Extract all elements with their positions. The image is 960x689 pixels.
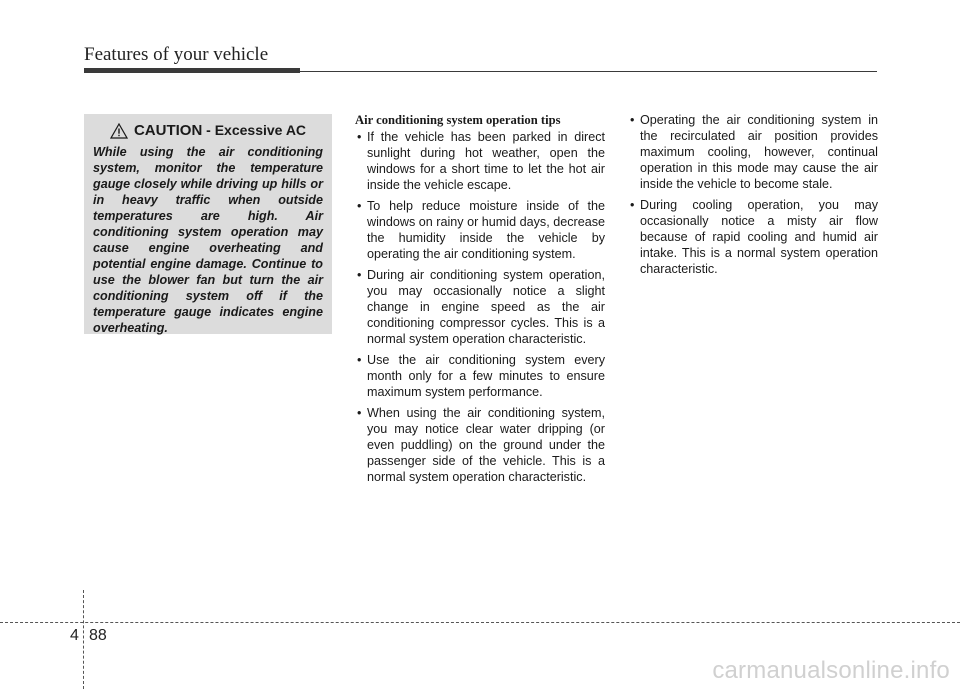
header-rule-thin (84, 71, 877, 72)
tip-item: • If the vehicle has been parked in direct sunlight during hot weather, open the windows for a short time to let the hot air inside the vehicle escape. (355, 129, 605, 193)
tip-item: • During air conditioning system operation, you may occasionally notice a slight change in engine speed as the air conditioning compressor cycles. This is a normal system operation characteristic. (355, 267, 605, 347)
tip-item: • During cooling operation, you may occasionally notice a misty air flow because of rapid cooling and humid air intake. This is a normal system operation characteristic. (628, 197, 878, 277)
footer-rule (0, 622, 960, 623)
tips-heading: Air conditioning system operation tips (355, 113, 561, 127)
watermark: carmanualsonline.info (712, 657, 950, 684)
tip-item: • Operating the air conditioning system in the recirculated air position provides maximum cooling, however, continual operation in this mode may cause the air inside the vehicle to become stale. (628, 112, 878, 192)
tip-item: • Use the air conditioning system every month only for a few minutes to ensure maximum system performance. (355, 352, 605, 400)
tip-item: • To help reduce moisture inside of the windows on rainy or humid days, decrease the humidity inside the vehicle by operating the air conditioning system. (355, 198, 605, 262)
caution-topic: - Excessive AC (202, 122, 307, 138)
caution-box (84, 114, 332, 334)
chapter-number: 4 (70, 627, 79, 644)
tip-item: • When using the air conditioning system, you may notice clear water dripping (or even puddling) on the ground under the passenger side of the vehicle. This is a normal system operation characteristic. (355, 405, 605, 485)
footer-divider (83, 590, 84, 689)
caution-word: CAUTION (133, 122, 203, 139)
tips-column-middle (355, 112, 605, 490)
tips-column-right (628, 112, 878, 282)
tips-list-right (628, 112, 878, 277)
caution-text: While using the air conditioning system, monitor the temperature gauge closely while driving up hills or in heavy traffic when outside temperatures are high. Air conditioning system operation may cause engine overheating and potential engine damage. Continue to use the blower fan but turn the air conditioning system off if the temperature gauge indicates engine overheating. (93, 145, 323, 335)
tips-list-middle (355, 129, 605, 485)
page-header-title: Features of your vehicle (84, 44, 269, 65)
page-number: 88 (89, 627, 107, 644)
warning-triangle-icon (110, 123, 128, 139)
caution-heading (93, 122, 323, 139)
